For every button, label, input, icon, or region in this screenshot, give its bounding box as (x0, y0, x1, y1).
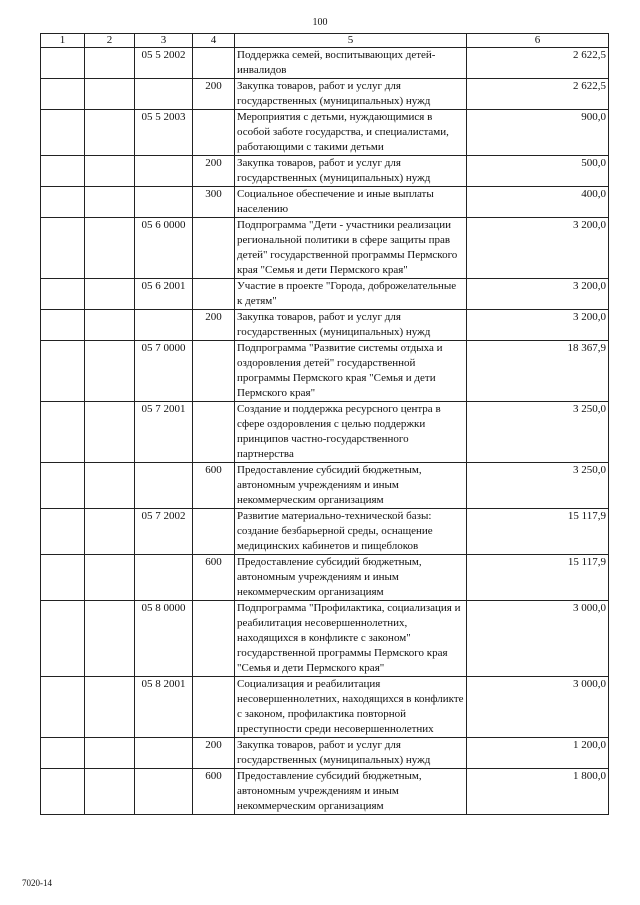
item-amount: 3 250,0 (467, 463, 609, 509)
item-name: Социализация и реабилитация несовершеннолетних, находящихся в конфликте с законом, профилактика повторной преступности среди несовершеннолетних (235, 677, 467, 738)
target-article-code: 05 6 2001 (135, 279, 193, 310)
cell-col1 (41, 279, 85, 310)
table-row (41, 677, 609, 738)
target-article-code (135, 555, 193, 601)
cell-col2 (85, 79, 135, 110)
table-row (41, 402, 609, 463)
item-amount: 3 250,0 (467, 402, 609, 463)
target-article-code: 05 7 2002 (135, 509, 193, 555)
cell-col2 (85, 463, 135, 509)
expense-type-code (193, 341, 235, 402)
expense-type-code (193, 48, 235, 79)
target-article-code (135, 738, 193, 769)
cell-col2 (85, 677, 135, 738)
table-row (41, 463, 609, 509)
target-article-code (135, 156, 193, 187)
item-amount: 1 800,0 (467, 769, 609, 815)
item-name: Предоставление субсидий бюджетным, автономным учреждениям и иным некоммерческим организациям (235, 463, 467, 509)
expense-type-code (193, 279, 235, 310)
item-amount: 3 200,0 (467, 310, 609, 341)
expense-type-code (193, 110, 235, 156)
item-name: Мероприятия с детьми, нуждающимися в особой заботе государства, и специалистами, работающими с такими детьми (235, 110, 467, 156)
item-name: Подпрограмма "Развитие системы отдыха и оздоровления детей" государственной программы Пермского края "Семья и дети Пермского края" (235, 341, 467, 402)
item-amount: 500,0 (467, 156, 609, 187)
cell-col2 (85, 769, 135, 815)
item-name: Предоставление субсидий бюджетным, автономным учреждениям и иным некоммерческим организациям (235, 555, 467, 601)
target-article-code (135, 463, 193, 509)
item-name: Развитие материально-технической базы: создание безбарьерной среды, оснащение медицинских кабинетов и пищеблоков (235, 509, 467, 555)
table-row (41, 48, 609, 79)
item-amount: 3 000,0 (467, 601, 609, 677)
target-article-code: 05 5 2002 (135, 48, 193, 79)
cell-col1 (41, 769, 85, 815)
cell-col1 (41, 48, 85, 79)
expense-type-code: 200 (193, 310, 235, 341)
expense-type-code: 600 (193, 463, 235, 509)
cell-col2 (85, 110, 135, 156)
table-row (41, 156, 609, 187)
item-name: Закупка товаров, работ и услуг для государственных (муниципальных) нужд (235, 156, 467, 187)
footer-code: 7020-14 (22, 878, 52, 888)
item-name: Участие в проекте "Города, доброжелательные к детям" (235, 279, 467, 310)
item-amount: 900,0 (467, 110, 609, 156)
cell-col1 (41, 218, 85, 279)
cell-col1 (41, 310, 85, 341)
column-header-3: 3 (135, 34, 193, 48)
expense-type-code (193, 402, 235, 463)
table-row (41, 110, 609, 156)
expense-type-code: 600 (193, 555, 235, 601)
item-name: Создание и поддержка ресурсного центра в сфере оздоровления с целью поддержки принципов частно-государственного партнерства (235, 402, 467, 463)
item-name: Социальное обеспечение и иные выплаты населению (235, 187, 467, 218)
header-row (41, 34, 609, 48)
table-row (41, 601, 609, 677)
item-amount: 1 200,0 (467, 738, 609, 769)
target-article-code: 05 7 0000 (135, 341, 193, 402)
expense-type-code: 600 (193, 769, 235, 815)
cell-col1 (41, 677, 85, 738)
table-row (41, 509, 609, 555)
target-article-code: 05 5 2003 (135, 110, 193, 156)
table-row (41, 738, 609, 769)
target-article-code: 05 7 2001 (135, 402, 193, 463)
target-article-code: 05 8 2001 (135, 677, 193, 738)
table-row (41, 341, 609, 402)
target-article-code (135, 187, 193, 218)
item-amount: 400,0 (467, 187, 609, 218)
cell-col1 (41, 601, 85, 677)
table-row (41, 79, 609, 110)
cell-col2 (85, 48, 135, 79)
column-header-1: 1 (41, 34, 85, 48)
target-article-code (135, 310, 193, 341)
cell-col2 (85, 555, 135, 601)
cell-col2 (85, 279, 135, 310)
cell-col1 (41, 555, 85, 601)
cell-col1 (41, 463, 85, 509)
item-amount: 3 200,0 (467, 279, 609, 310)
item-name: Подпрограмма "Дети - участники реализации региональной политики в сфере защиты прав детей" государственной программы Пермского края "Семья и дети Пермского края" (235, 218, 467, 279)
column-header-2: 2 (85, 34, 135, 48)
cell-col1 (41, 341, 85, 402)
item-name: Предоставление субсидий бюджетным, автономным учреждениям и иным некоммерческим организациям (235, 769, 467, 815)
item-amount: 15 117,9 (467, 509, 609, 555)
expense-type-code (193, 677, 235, 738)
cell-col2 (85, 509, 135, 555)
item-name: Закупка товаров, работ и услуг для государственных (муниципальных) нужд (235, 738, 467, 769)
table-row (41, 769, 609, 815)
target-article-code: 05 8 0000 (135, 601, 193, 677)
cell-col2 (85, 738, 135, 769)
page-number: 100 (312, 17, 328, 28)
item-amount: 15 117,9 (467, 555, 609, 601)
expense-type-code: 200 (193, 738, 235, 769)
cell-col1 (41, 738, 85, 769)
cell-col2 (85, 601, 135, 677)
budget-table (40, 33, 609, 815)
cell-col2 (85, 341, 135, 402)
column-header-6: 6 (467, 34, 609, 48)
expense-type-code: 200 (193, 79, 235, 110)
expense-type-code: 200 (193, 156, 235, 187)
cell-col2 (85, 402, 135, 463)
expense-type-code: 300 (193, 187, 235, 218)
cell-col2 (85, 310, 135, 341)
cell-col1 (41, 402, 85, 463)
cell-col1 (41, 156, 85, 187)
item-amount: 3 200,0 (467, 218, 609, 279)
item-name: Закупка товаров, работ и услуг для государственных (муниципальных) нужд (235, 310, 467, 341)
cell-col1 (41, 509, 85, 555)
target-article-code: 05 6 0000 (135, 218, 193, 279)
table-row (41, 555, 609, 601)
cell-col2 (85, 156, 135, 187)
table-row (41, 187, 609, 218)
cell-col2 (85, 187, 135, 218)
table-row (41, 218, 609, 279)
cell-col1 (41, 187, 85, 218)
expense-type-code (193, 509, 235, 555)
item-name: Закупка товаров, работ и услуг для государственных (муниципальных) нужд (235, 79, 467, 110)
table-row (41, 310, 609, 341)
cell-col2 (85, 218, 135, 279)
item-name: Подпрограмма "Профилактика, социализация и реабилитация несовершеннолетних, находящихся в конфликте с законом" государственной программы Пермского края "Семья и дети Пермского края" (235, 601, 467, 677)
column-header-4: 4 (193, 34, 235, 48)
expense-type-code (193, 218, 235, 279)
column-header-5: 5 (235, 34, 467, 48)
target-article-code (135, 79, 193, 110)
item-amount: 18 367,9 (467, 341, 609, 402)
item-amount: 2 622,5 (467, 79, 609, 110)
table-row (41, 279, 609, 310)
item-name: Поддержка семей, воспитывающих детей-инвалидов (235, 48, 467, 79)
expense-type-code (193, 601, 235, 677)
item-amount: 2 622,5 (467, 48, 609, 79)
cell-col1 (41, 110, 85, 156)
target-article-code (135, 769, 193, 815)
item-amount: 3 000,0 (467, 677, 609, 738)
cell-col1 (41, 79, 85, 110)
